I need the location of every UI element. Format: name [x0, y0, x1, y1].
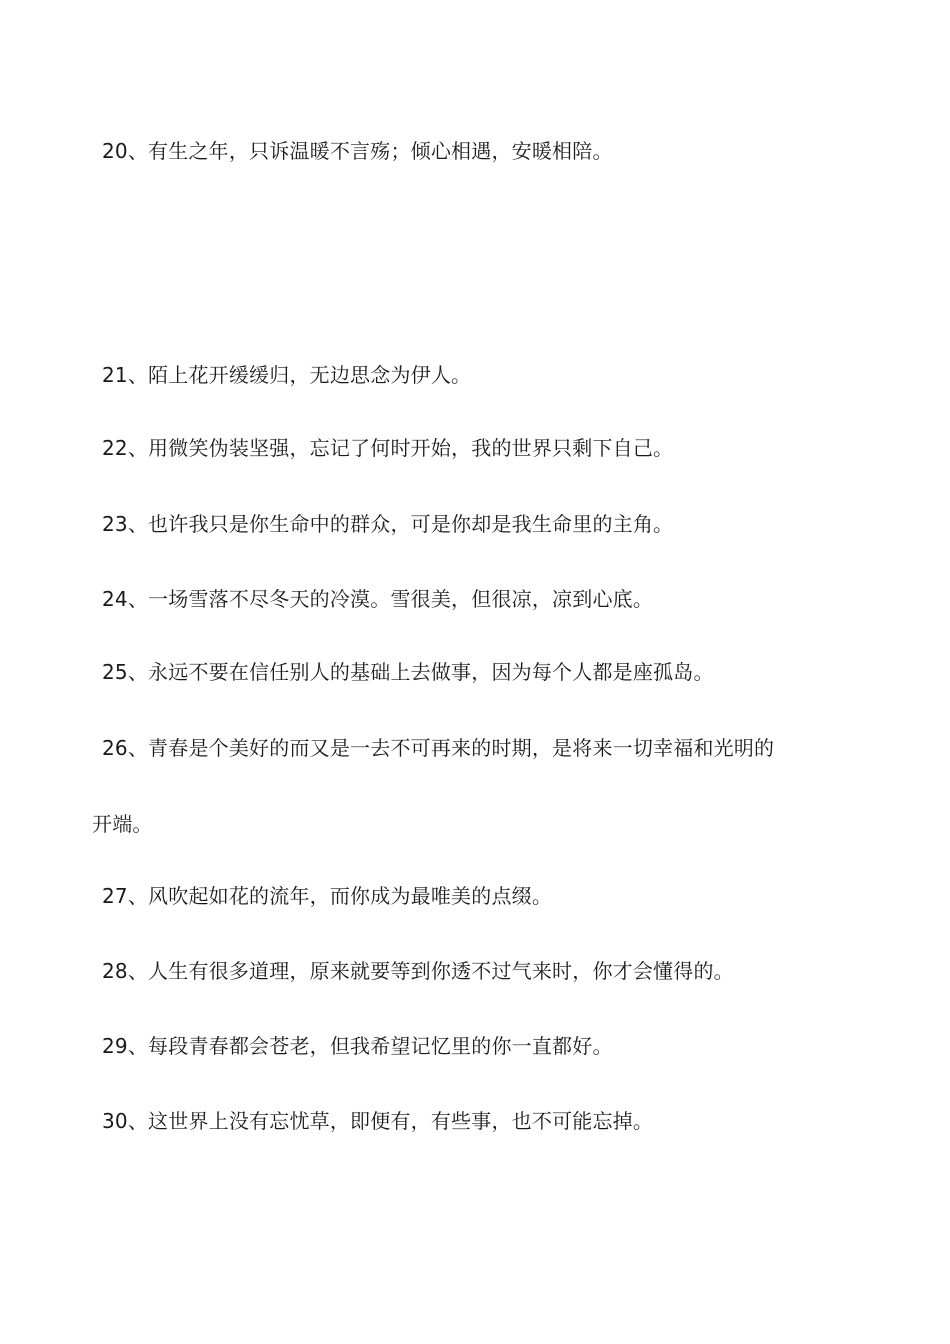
quote-26-line-2: 开端。 — [92, 812, 153, 836]
quote-24: 24、一场雪落不尽冬天的冷漠。雪很美，但很凉，凉到心底。 — [102, 587, 654, 611]
quote-27: 27、风吹起如花的流年，而你成为最唯美的点缀。 — [102, 884, 553, 908]
quote-22: 22、用微笑伪装坚强，忘记了何时开始，我的世界只剩下自己。 — [102, 436, 674, 460]
quote-29: 29、每段青春都会苍老，但我希望记忆里的你一直都好。 — [102, 1034, 613, 1058]
quote-28: 28、人生有很多道理，原来就要等到你透不过气来时，你才会懂得的。 — [102, 959, 734, 983]
quote-21: 21、陌上花开缓缓归，无边思念为伊人。 — [102, 363, 472, 387]
quote-23: 23、也许我只是你生命中的群众，可是你却是我生命里的主角。 — [102, 512, 674, 536]
quote-20: 20、有生之年，只诉温暖不言殇；倾心相遇，安暖相陪。 — [102, 139, 613, 163]
quote-26-line-1: 26、青春是个美好的而又是一去不可再来的时期，是将来一切幸福和光明的 — [102, 736, 775, 760]
quote-25: 25、永远不要在信任别人的基础上去做事，因为每个人都是座孤岛。 — [102, 660, 714, 684]
quote-30: 30、这世界上没有忘忧草，即便有，有些事，也不可能忘掉。 — [102, 1109, 654, 1133]
